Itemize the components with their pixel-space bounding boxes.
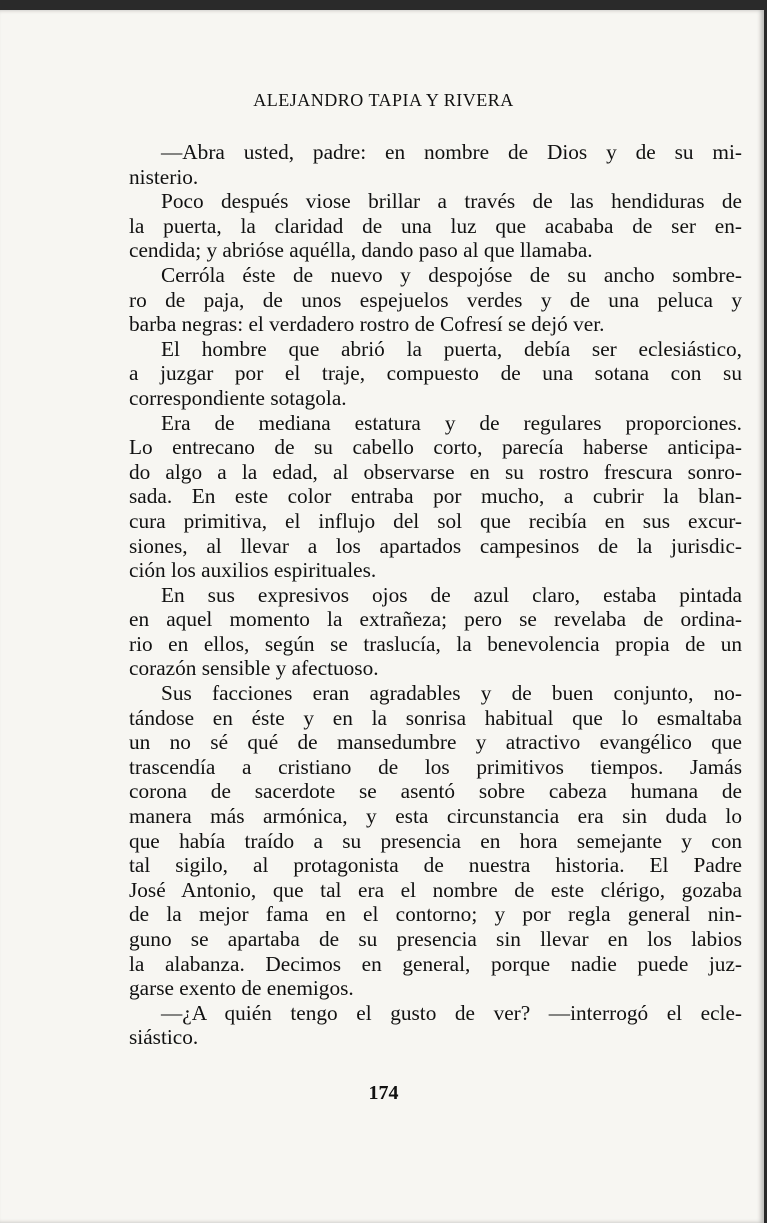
text-line: la puerta, la claridad de una luz que acababa de ser en- xyxy=(129,213,742,238)
text-line: —Abra usted, padre: en nombre de Dios y de su mi- xyxy=(161,140,742,164)
text-line: Era de mediana estatura y de regulares proporciones. xyxy=(161,410,742,435)
body-text xyxy=(129,140,742,1050)
text-line: un no sé qué de mansedumbre y atractivo evangélico que xyxy=(129,730,742,755)
text-line: guno se apartaba de su presencia sin llevar en los labios xyxy=(129,927,742,951)
text-line: a juzgar por el traje, compuesto de una sotana con su xyxy=(129,361,742,386)
text-line: ción los auxilios espirituales. xyxy=(129,558,377,583)
text-line: tándose en éste y en la sonrisa habitual que lo esmaltaba xyxy=(129,705,742,730)
paragraph xyxy=(129,337,742,411)
text-line: en aquel momento la extrañeza; pero se revelaba de ordina- xyxy=(129,607,742,632)
paragraph xyxy=(129,263,742,337)
text-line: manera más armónica, y esta circunstancia era sin duda lo xyxy=(129,804,742,829)
text-line: Cerróla éste de nuevo y despojóse de su ancho sombre- xyxy=(161,262,742,287)
paragraph xyxy=(129,1001,742,1050)
text-line: corazón sensible y afectuoso. xyxy=(129,656,379,681)
running-head: ALEJANDRO TAPIA Y RIVERA xyxy=(253,90,514,110)
paragraph xyxy=(129,189,742,263)
text-line: Poco después viose brillar a través de las hendiduras de xyxy=(161,189,742,214)
text-line: Sus facciones eran agradables y de buen conjunto, no- xyxy=(161,681,742,706)
text-line: El hombre que abrió la puerta, debía ser eclesiástico, xyxy=(161,336,742,361)
page-number: 174 xyxy=(368,1082,399,1104)
text-line: do algo a la edad, al observarse en su rostro frescura sonro- xyxy=(129,459,742,484)
text-line: siones, al llevar a los apartados campesinos de la jurisdic- xyxy=(129,533,742,558)
paragraph xyxy=(129,681,742,1001)
text-line: Lo entrecano de su cabello corto, parecía haberse anticipa- xyxy=(129,435,742,460)
text-line: corona de sacerdote se asentó sobre cabeza humana de xyxy=(129,779,742,804)
text-line: José Antonio, que tal era el nombre de este clérigo, gozaba xyxy=(129,877,742,902)
text-line: de la mejor fama en el contorno; y por regla general nin- xyxy=(129,902,742,927)
text-line: nisterio. xyxy=(129,164,199,189)
text-line: sada. En este color entraba por mucho, a cubrir la blan- xyxy=(129,484,742,509)
text-line: tal sigilo, al protagonista de nuestra historia. El Padre xyxy=(129,853,742,878)
text-line: rio en ellos, según se traslucía, la benevolencia propia de un xyxy=(129,631,742,656)
text-line: garse exento de enemigos. xyxy=(129,976,354,1001)
paragraph xyxy=(129,140,742,189)
text-line: trascendía a cristiano de los primitivos tiempos. Jamás xyxy=(129,754,742,779)
book-page xyxy=(0,10,764,1223)
text-line: ro de paja, de unos espejuelos verdes y de una peluca y xyxy=(129,287,742,312)
text-line: siástico. xyxy=(129,1025,199,1050)
text-line: barba negras: el verdadero rostro de Cofresí se dejó ver. xyxy=(129,312,605,337)
text-line: la alabanza. Decimos en general, porque nadie puede juz- xyxy=(129,951,742,976)
text-line: —¿A quién tengo el gusto de ver? —interrogó el ecle- xyxy=(161,1000,742,1025)
paragraph xyxy=(129,583,742,681)
text-line: cendida; y abrióse aquélla, dando paso al que llamaba. xyxy=(129,238,593,263)
paragraph xyxy=(129,411,742,583)
text-line: que había traído a su presencia en hora semejante y con xyxy=(129,828,742,853)
text-line: En sus expresivos ojos de azul claro, estaba pintada xyxy=(161,582,742,607)
text-line: cura primitiva, el influjo del sol que recibía en sus excur- xyxy=(129,508,742,533)
text-line: correspondiente sotagola. xyxy=(129,385,347,410)
